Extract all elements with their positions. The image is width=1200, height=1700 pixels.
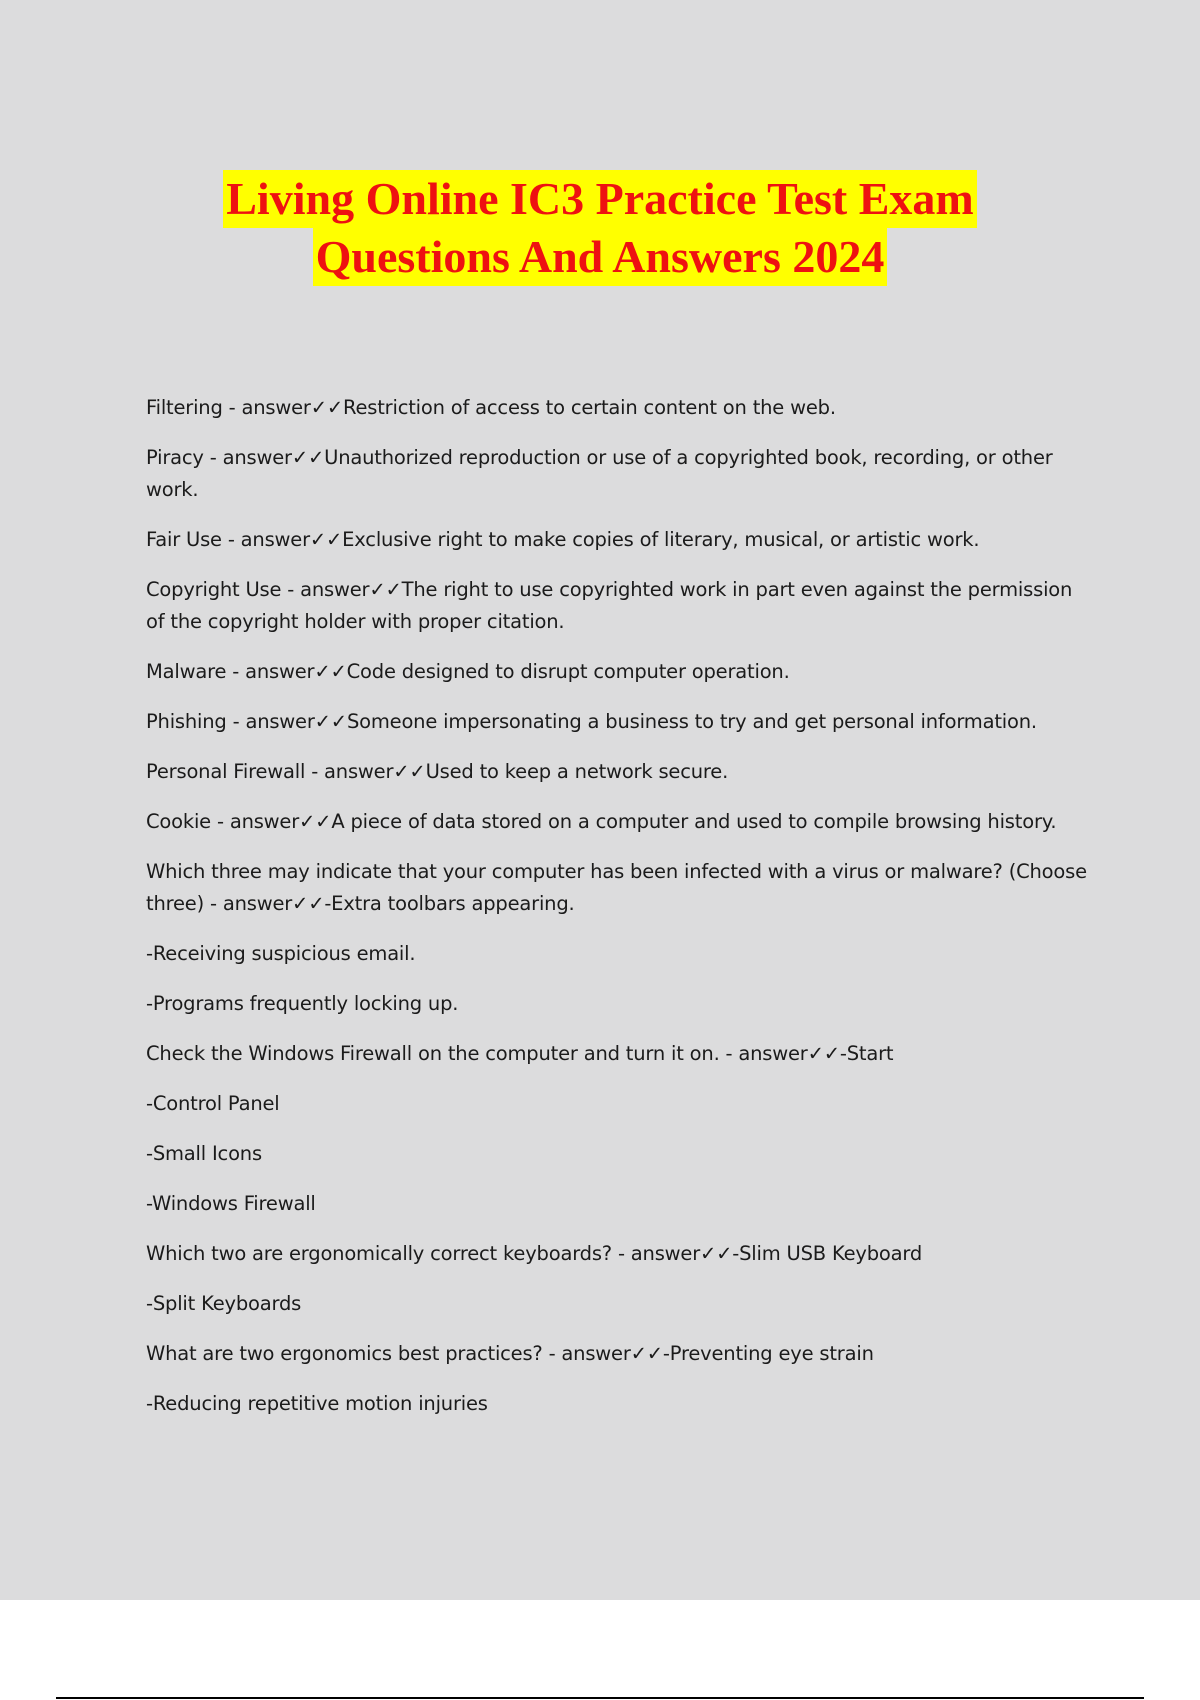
qa-item: Piracy - answer✓✓Unauthorized reproduction or use of a copyrighted book, recording, or other work. [146, 446, 1053, 501]
qa-answer-line: -Windows Firewall [146, 1192, 316, 1215]
page-divider [56, 1697, 1144, 1699]
qa-answer-line: -Receiving suspicious email. [146, 942, 416, 965]
qa-item: Fair Use - answer✓✓Exclusive right to make copies of literary, musical, or artistic work. [146, 528, 980, 551]
title-line-2: Questions And Answers 2024 [313, 228, 888, 286]
qa-item: Copyright Use - answer✓✓The right to use copyrighted work in part even against the permission of the copyright holder with proper citation. [146, 578, 1073, 633]
qa-answer-line: -Small Icons [146, 1142, 262, 1165]
qa-item: Malware - answer✓✓Code designed to disrupt computer operation. [146, 660, 790, 683]
qa-item: Filtering - answer✓✓Restriction of access to certain content on the web. [146, 396, 836, 419]
qa-item: Phishing - answer✓✓Someone impersonating a business to try and get personal information. [146, 710, 1037, 733]
qa-item: Which two are ergonomically correct keyboards? - answer✓✓-Slim USB Keyboard [146, 1242, 923, 1265]
qa-answer-line: -Programs frequently locking up. [146, 992, 459, 1015]
qa-item: Personal Firewall - answer✓✓Used to keep a network secure. [146, 760, 729, 783]
qa-list [146, 392, 1096, 1438]
document-title [0, 170, 1200, 286]
qa-item: Cookie - answer✓✓A piece of data stored on a computer and used to compile browsing history. [146, 810, 1057, 833]
qa-item: What are two ergonomics best practices? - answer✓✓-Preventing eye strain [146, 1342, 874, 1365]
qa-item: Check the Windows Firewall on the computer and turn it on. - answer✓✓-Start [146, 1042, 894, 1065]
qa-answer-line: -Split Keyboards [146, 1292, 302, 1315]
qa-answer-line: -Reducing repetitive motion injuries [146, 1392, 488, 1415]
qa-item: Which three may indicate that your computer has been infected with a virus or malware? (Choose three) - answer✓✓-Extra toolbars appearing. [146, 860, 1087, 915]
qa-answer-line: -Control Panel [146, 1092, 280, 1115]
title-line-1: Living Online IC3 Practice Test Exam [223, 170, 977, 228]
